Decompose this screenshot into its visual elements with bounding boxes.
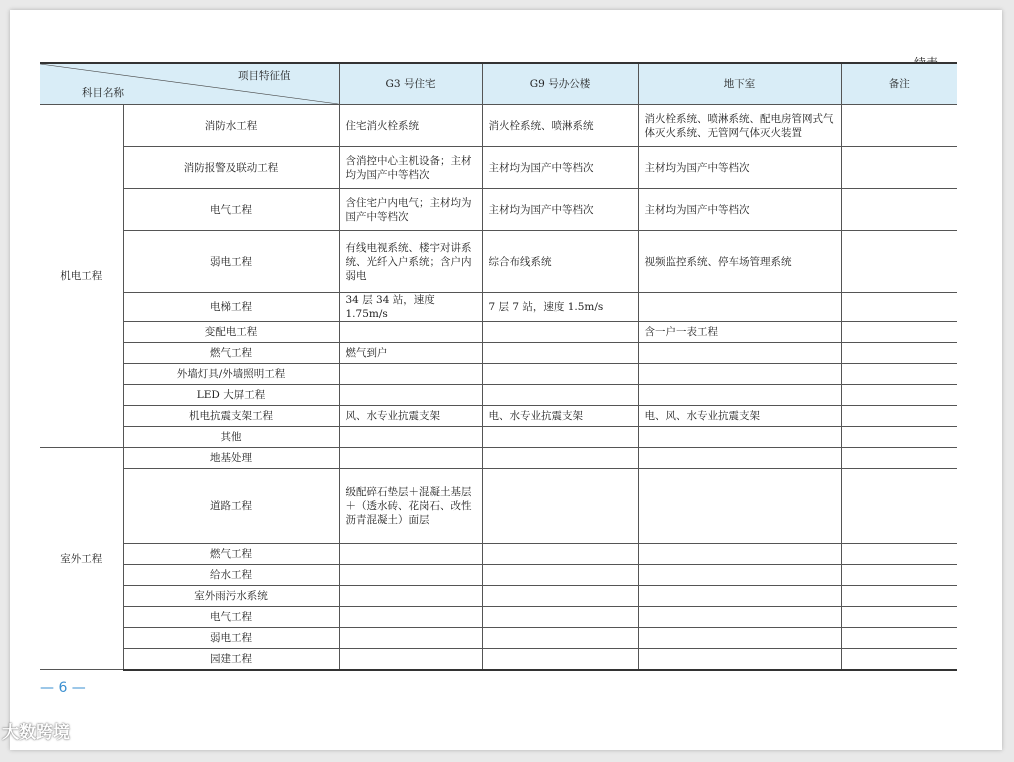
- note-cell: [841, 385, 957, 406]
- basement-value-cell: 消火栓系统、喷淋系统、配电房管网式气体灭火系统、无管网气体灭火装置: [638, 105, 841, 147]
- note-cell: [841, 406, 957, 427]
- g9-value-cell: [482, 343, 638, 364]
- note-cell: [841, 189, 957, 231]
- g9-value-cell: [482, 649, 638, 670]
- basement-value-cell: [638, 293, 841, 322]
- table-row: [40, 469, 957, 544]
- table-row: [40, 649, 957, 670]
- subject-header-label: 科目名称: [82, 87, 124, 99]
- basement-value-cell: [638, 427, 841, 448]
- g3-value-cell: [339, 322, 482, 343]
- g3-value-cell: [339, 607, 482, 628]
- basement-value-cell: [638, 448, 841, 469]
- table-row: [40, 189, 957, 231]
- item-name-cell: 园建工程: [123, 649, 339, 670]
- item-name-cell: 电气工程: [123, 607, 339, 628]
- item-name-cell: 电梯工程: [123, 293, 339, 322]
- g3-value-cell: [339, 364, 482, 385]
- g9-value-cell: [482, 385, 638, 406]
- g3-value-cell: [339, 586, 482, 607]
- item-name-cell: 消防报警及联动工程: [123, 147, 339, 189]
- g9-value-cell: 综合布线系统: [482, 231, 638, 293]
- basement-value-cell: [638, 544, 841, 565]
- table-row: [40, 448, 957, 469]
- item-name-cell: 电气工程: [123, 189, 339, 231]
- note-cell: [841, 343, 957, 364]
- table-row: [40, 231, 957, 293]
- table-row: [40, 628, 957, 649]
- g9-value-cell: [482, 364, 638, 385]
- item-name-cell: 室外雨污水系统: [123, 586, 339, 607]
- basement-value-cell: 主材均为国产中等档次: [638, 189, 841, 231]
- basement-value-cell: [638, 385, 841, 406]
- table-row: [40, 586, 957, 607]
- g9-value-cell: [482, 322, 638, 343]
- table-row: [40, 427, 957, 448]
- g3-value-cell: 风、水专业抗震支架: [339, 406, 482, 427]
- group-name-cell: 室外工程: [40, 448, 123, 670]
- g3-value-cell: 住宅消火栓系统: [339, 105, 482, 147]
- g3-value-cell: 有线电视系统、楼宇对讲系统、光纤入户系统；含户内弱电: [339, 231, 482, 293]
- item-name-cell: 弱电工程: [123, 628, 339, 649]
- note-cell: [841, 628, 957, 649]
- g3-value-cell: 级配碎石垫层＋混凝土基层＋（透水砖、花岗石、改性沥青混凝土）面层: [339, 469, 482, 544]
- table-row: [40, 385, 957, 406]
- table-row: [40, 607, 957, 628]
- table-header-row: [40, 63, 957, 105]
- g9-value-cell: [482, 607, 638, 628]
- item-name-cell: 变配电工程: [123, 322, 339, 343]
- basement-value-cell: [638, 469, 841, 544]
- column-header-g9: G9 号办公楼: [482, 63, 638, 105]
- g3-value-cell: [339, 649, 482, 670]
- g9-value-cell: [482, 586, 638, 607]
- table-row: [40, 322, 957, 343]
- note-cell: [841, 231, 957, 293]
- table-row: [40, 343, 957, 364]
- g3-value-cell: 含消控中心主机设备；主材均为国产中等档次: [339, 147, 482, 189]
- column-header-g3: G3 号住宅: [339, 63, 482, 105]
- g9-value-cell: [482, 628, 638, 649]
- column-header-note: 备注: [841, 63, 957, 105]
- table-row: [40, 105, 957, 147]
- watermark-logo: 大数跨境: [2, 723, 70, 743]
- table-row: [40, 406, 957, 427]
- page-number: — 6 —: [40, 680, 86, 696]
- note-cell: [841, 649, 957, 670]
- g9-value-cell: 7 层 7 站，速度 1.5m/s: [482, 293, 638, 322]
- item-name-cell: 道路工程: [123, 469, 339, 544]
- item-name-cell: 给水工程: [123, 565, 339, 586]
- basement-value-cell: [638, 607, 841, 628]
- note-cell: [841, 586, 957, 607]
- item-name-cell: 弱电工程: [123, 231, 339, 293]
- feature-header-label: 项目特征值: [238, 70, 291, 82]
- basement-value-cell: 含一户一表工程: [638, 322, 841, 343]
- note-cell: [841, 448, 957, 469]
- basement-value-cell: [638, 343, 841, 364]
- table-row: [40, 544, 957, 565]
- g9-value-cell: 消火栓系统、喷淋系统: [482, 105, 638, 147]
- item-name-cell: 燃气工程: [123, 544, 339, 565]
- g9-value-cell: 主材均为国产中等档次: [482, 189, 638, 231]
- g9-value-cell: 电、水专业抗震支架: [482, 406, 638, 427]
- g9-value-cell: [482, 544, 638, 565]
- table-row: [40, 565, 957, 586]
- basement-value-cell: 视频监控系统、停车场管理系统: [638, 231, 841, 293]
- note-cell: [841, 565, 957, 586]
- column-header-basement: 地下室: [638, 63, 841, 105]
- basement-value-cell: [638, 565, 841, 586]
- item-name-cell: 地基处理: [123, 448, 339, 469]
- g3-value-cell: [339, 628, 482, 649]
- g3-value-cell: [339, 565, 482, 586]
- note-cell: [841, 147, 957, 189]
- g3-value-cell: [339, 448, 482, 469]
- g9-value-cell: 主材均为国产中等档次: [482, 147, 638, 189]
- item-name-cell: 燃气工程: [123, 343, 339, 364]
- g3-value-cell: 燃气到户: [339, 343, 482, 364]
- g9-value-cell: [482, 565, 638, 586]
- g3-value-cell: 含住宅户内电气；主材均为国产中等档次: [339, 189, 482, 231]
- g3-value-cell: [339, 544, 482, 565]
- g9-value-cell: [482, 427, 638, 448]
- spec-table: [40, 62, 957, 671]
- basement-value-cell: [638, 364, 841, 385]
- item-name-cell: 外墙灯具/外墙照明工程: [123, 364, 339, 385]
- basement-value-cell: 电、风、水专业抗震支架: [638, 406, 841, 427]
- note-cell: [841, 607, 957, 628]
- basement-value-cell: 主材均为国产中等档次: [638, 147, 841, 189]
- note-cell: [841, 105, 957, 147]
- note-cell: [841, 364, 957, 385]
- note-cell: [841, 427, 957, 448]
- g3-value-cell: [339, 427, 482, 448]
- basement-value-cell: [638, 586, 841, 607]
- g3-value-cell: [339, 385, 482, 406]
- g3-value-cell: 34 层 34 站，速度 1.75m/s: [339, 293, 482, 322]
- diagonal-header-cell: [40, 63, 339, 105]
- table-row: [40, 364, 957, 385]
- note-cell: [841, 322, 957, 343]
- note-cell: [841, 544, 957, 565]
- note-cell: [841, 293, 957, 322]
- g9-value-cell: [482, 448, 638, 469]
- item-name-cell: 机电抗震支架工程: [123, 406, 339, 427]
- basement-value-cell: [638, 649, 841, 670]
- note-cell: [841, 469, 957, 544]
- item-name-cell: 其他: [123, 427, 339, 448]
- item-name-cell: LED 大屏工程: [123, 385, 339, 406]
- item-name-cell: 消防水工程: [123, 105, 339, 147]
- table-row: [40, 147, 957, 189]
- g9-value-cell: [482, 469, 638, 544]
- table-row: [40, 293, 957, 322]
- basement-value-cell: [638, 628, 841, 649]
- group-name-cell: 机电工程: [40, 105, 123, 448]
